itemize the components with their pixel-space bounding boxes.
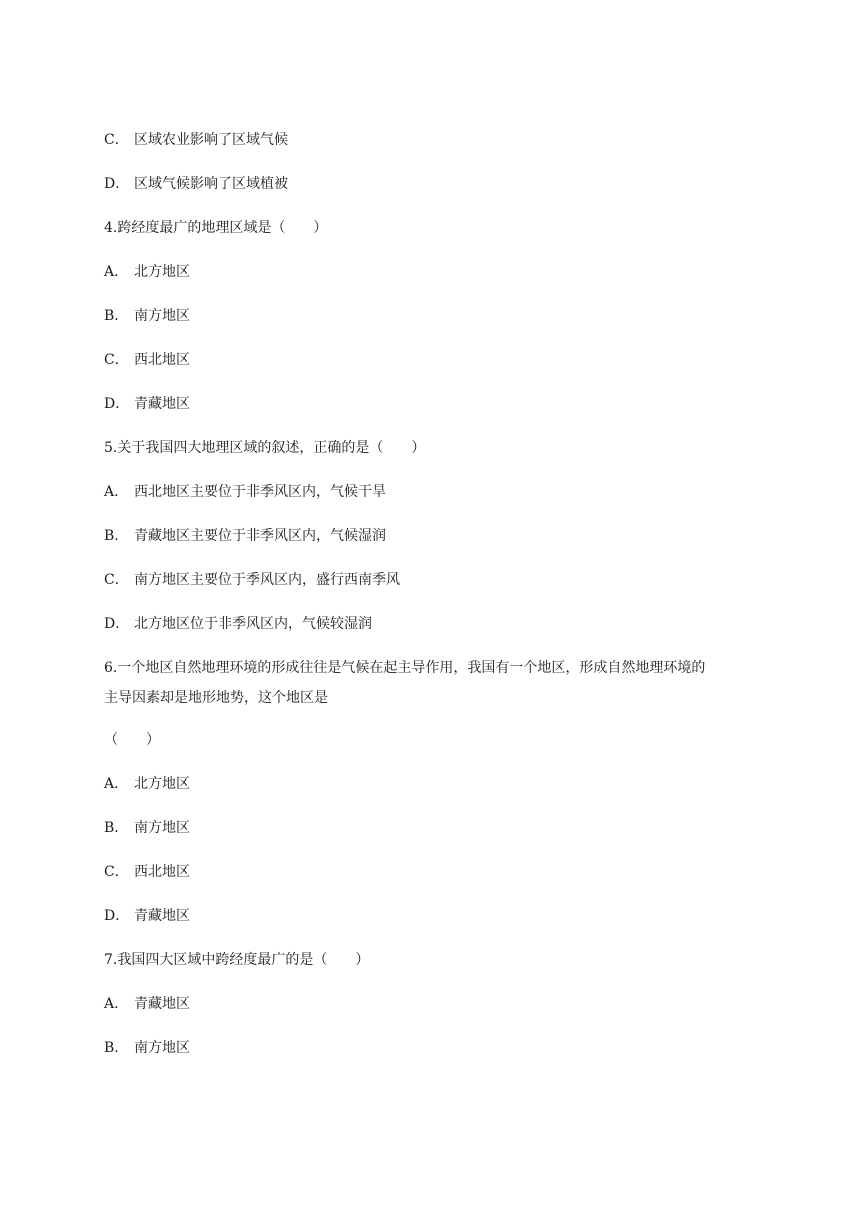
option-letter: A． bbox=[104, 996, 129, 1012]
question-4: 4.跨经度最广的地理区域是（ ） bbox=[104, 220, 328, 236]
option-text: 区域气候影响了区域植被 bbox=[134, 176, 288, 192]
option-7b bbox=[104, 1038, 190, 1058]
option-letter: A． bbox=[104, 264, 129, 280]
option-7a bbox=[104, 994, 190, 1014]
option-letter: D． bbox=[104, 396, 130, 412]
option-6c bbox=[104, 862, 190, 882]
option-letter: A． bbox=[104, 484, 129, 500]
option-text: 北方地区 bbox=[134, 776, 190, 792]
option-text: 西北地区主要位于非季风区内，气候干旱 bbox=[134, 484, 386, 500]
question-6-blank: （ ） bbox=[104, 732, 160, 748]
question-5: 5.关于我国四大地理区域的叙述，正确的是（ ） bbox=[104, 440, 426, 456]
option-5a bbox=[104, 482, 386, 502]
option-text: 北方地区 bbox=[134, 264, 190, 280]
option-5c bbox=[104, 570, 400, 590]
option-text: 西北地区 bbox=[134, 352, 190, 368]
option-text: 青藏地区 bbox=[134, 996, 190, 1012]
option-letter: B． bbox=[104, 1040, 129, 1056]
option-4c bbox=[104, 350, 190, 370]
option-6a bbox=[104, 774, 190, 794]
option-letter: B． bbox=[104, 308, 129, 324]
option-6d bbox=[104, 906, 190, 926]
option-letter: D． bbox=[104, 176, 130, 192]
option-4d bbox=[104, 394, 190, 414]
option-5b bbox=[104, 526, 386, 546]
question-7: 7.我国四大区域中跨经度最广的是（ ） bbox=[104, 952, 370, 968]
option-text: 南方地区 bbox=[134, 308, 190, 324]
option-letter: C． bbox=[104, 572, 129, 588]
option-text: 区域农业影响了区域气候 bbox=[134, 132, 288, 148]
option-text: 南方地区 bbox=[134, 1040, 190, 1056]
option-letter: C． bbox=[104, 352, 129, 368]
option-letter: C． bbox=[104, 132, 129, 148]
option-6b bbox=[104, 818, 190, 838]
option-4b bbox=[104, 306, 190, 326]
option-text: 青藏地区 bbox=[134, 396, 190, 412]
option-text: 青藏地区 bbox=[134, 908, 190, 924]
option-text: 南方地区 bbox=[134, 820, 190, 836]
option-letter: B． bbox=[104, 820, 129, 836]
option-letter: C． bbox=[104, 864, 129, 880]
option-letter: D． bbox=[104, 616, 130, 632]
option-3d bbox=[104, 174, 288, 194]
option-text: 北方地区位于非季风区内，气候较湿润 bbox=[134, 616, 372, 632]
question-6-line-2: 主导因素却是地形地势，这个地区是 bbox=[104, 690, 328, 706]
option-4a bbox=[104, 262, 190, 282]
option-letter: B． bbox=[104, 528, 129, 544]
option-letter: A． bbox=[104, 776, 129, 792]
option-letter: D． bbox=[104, 908, 130, 924]
option-text: 青藏地区主要位于非季风区内，气候湿润 bbox=[134, 528, 386, 544]
question-6-line-1: 6.一个地区自然地理环境的形成往往是气候在起主导作用，我国有一个地区，形成自然地理环境的 bbox=[104, 660, 706, 676]
option-text: 西北地区 bbox=[134, 864, 190, 880]
option-text: 南方地区主要位于季风区内，盛行西南季风 bbox=[134, 572, 400, 588]
option-5d bbox=[104, 614, 372, 634]
option-3c bbox=[104, 130, 288, 150]
